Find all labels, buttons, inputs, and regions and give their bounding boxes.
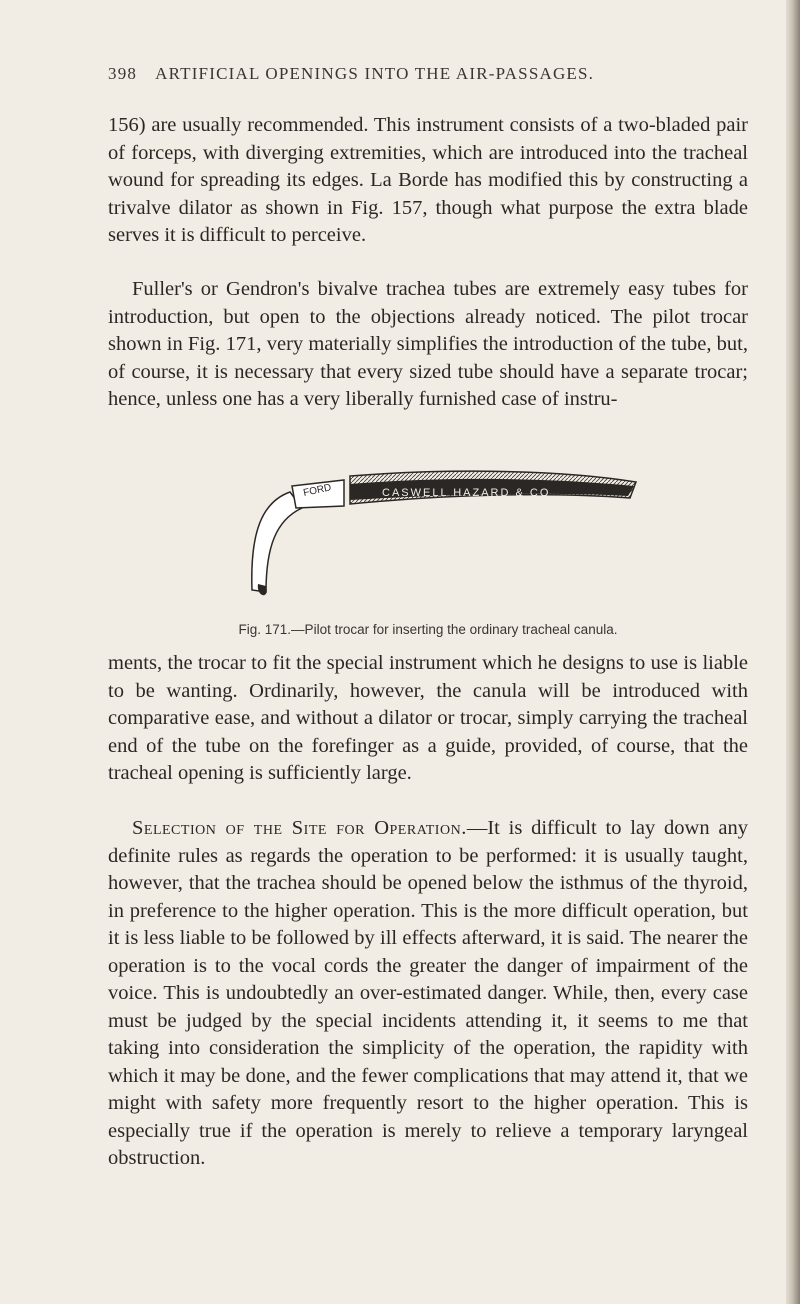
stamp-maker: CASWELL HAZARD & CO — [382, 487, 551, 499]
page-number: 398 — [108, 64, 138, 83]
paragraph-continued: 156) are usually recommended. This instrument consists of a two-bladed pair of forceps, with diverging extremities, which are introduced into the tracheal wound for spreading its edges. La Borde has modified this by constructing a trivalve dilator as shown in Fig. 157, though what purpose the extra blade serves it is difficult to perceive. — [108, 114, 748, 246]
stamp-ford: FORD — [302, 482, 333, 499]
section-body: —It is difficult to lay down any definite rules as regards the operation to be performed: it is usually taught, however, that the trachea should be opened below the isthmus of the thyroid, in preference to the higher operation. This is the more difficult operation, but it is less liable to be followed by ill effects afterward, it is said. The nearer the operation is to the vocal cords the greater the danger of impairment of the voice. This is undoubtedly an over-estimated danger. While, then, every case must be judged by the special incidents attending it, it seems to me that taking into consideration the simplicity of the operation, the rapidity with which it may be done, and the fewer complications that may attend it, that we might with safety more frequently resort to the higher operation. This is especially true if the operation is merely to relieve a temporary laryngeal obstruction. — [108, 817, 748, 1169]
paragraph-site-selection — [108, 815, 748, 1173]
paragraph-bivalve-tubes: Fuller's or Gendron's bivalve trachea tubes are extremely easy tubes for introduction, but open to the objections already noticed. The pilot trocar shown in Fig. 171, very materially simplifies the introduction of the tube, but, of course, it is necessary that every sized tube should have a separate trocar; hence, unless one has a very liberally furnished case of instru- — [108, 278, 748, 410]
figure-171 — [232, 462, 672, 602]
section-heading: Selection of the Site for Operation. — [132, 817, 467, 839]
running-header — [108, 64, 748, 84]
trocar-curved-stem — [252, 492, 302, 592]
page-edge-shadow — [786, 0, 800, 1304]
figure-caption: Fig. 171.—Pilot trocar for inserting the ordinary tracheal canula. — [238, 622, 618, 637]
running-title: ARTIFICIAL OPENINGS INTO THE AIR-PASSAGES. — [155, 64, 595, 83]
pilot-trocar-illustration — [232, 462, 672, 602]
paragraph-trocar: ments, the trocar to fit the special instrument which he designs to use is liable to be wanting. Ordinarily, however, the canula will be introduced with comparative ease, and without a dilator or trocar, simply carrying the tracheal end of the tube on the forefinger as a guide, provided, of course, that the tracheal opening is sufficiently large. — [108, 652, 748, 784]
